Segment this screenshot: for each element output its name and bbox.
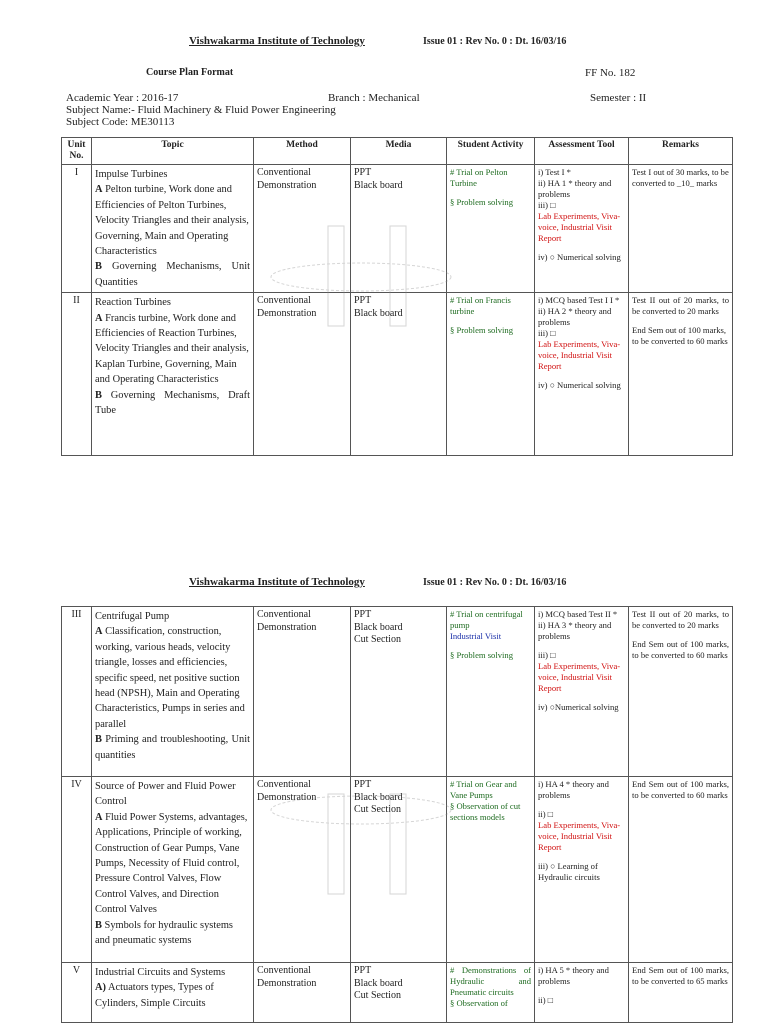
remark-line: End Sem out of 100 marks, to be converted to 60 marks xyxy=(632,639,729,660)
assessment-line: ii) □ xyxy=(538,809,553,819)
assessment-line: iii) □ xyxy=(538,650,556,660)
unit-assessment xyxy=(535,165,629,293)
method-line: Conventional xyxy=(257,779,311,790)
table-row-unit-1 xyxy=(62,165,733,293)
method-line: Conventional xyxy=(257,609,311,620)
topic-part-b: B Symbols for hydraulic systems and pneumatic systems xyxy=(95,919,233,947)
course-plan-table-page1 xyxy=(61,137,733,456)
format-title: Course Plan Format xyxy=(146,67,234,78)
unit-remarks: End Sem out of 100 marks, to be converted to 65 marks xyxy=(629,963,733,1023)
method-line: Conventional xyxy=(257,167,311,178)
topic-title: Source of Power and Fluid Power Control xyxy=(95,781,236,808)
media-line: Black board xyxy=(354,179,403,191)
assessment-line: i) MCQ based Test I I * xyxy=(538,295,620,306)
unit-media xyxy=(351,165,447,293)
topic-part-a: A Francis turbine, Work done and Efficiencies of Reaction Turbines, Velocity Triangles and their analysis, Kaplan Turbine, Governing, Main and Operating Characteristics xyxy=(95,312,249,386)
unit-method xyxy=(254,777,351,963)
assessment-line: iv) ○Numerical solving xyxy=(538,702,619,712)
assessment-line: ii) □ xyxy=(538,995,553,1005)
method-line: Conventional xyxy=(257,295,311,307)
unit-method xyxy=(254,165,351,293)
ff-number: FF No. 182 xyxy=(585,67,636,79)
unit-method xyxy=(254,293,351,456)
issue-info: Issue 01 : Rev No. 0 : Dt. 16/03/16 xyxy=(423,36,567,47)
media-line: Black board xyxy=(354,791,403,803)
assessment-line: i) HA 4 * theory and problems xyxy=(538,779,609,800)
unit-assessment xyxy=(535,963,629,1023)
subject-name: Subject Name:- Fluid Machinery & Fluid Power Engineering xyxy=(66,104,336,116)
assessment-line: Lab Experiments, Viva-voice, Industrial Visit Report xyxy=(538,661,621,693)
activity-line: § Problem solving xyxy=(450,197,514,207)
assessment-line: i) MCQ based Test II * xyxy=(538,609,618,619)
table-row-unit-4 xyxy=(62,777,733,963)
unit-remarks xyxy=(629,607,733,777)
remark-line: End Sem out of 100 marks, to be converted to 60 marks xyxy=(632,325,728,347)
institute-title-page2: Vishwakarma Institute of Technology xyxy=(189,576,365,588)
unit-topic xyxy=(92,607,254,777)
academic-year: Academic Year : 2016-17 xyxy=(66,92,179,104)
assessment-line: i) Test I * xyxy=(538,167,571,177)
assessment-line: iii) □ xyxy=(538,200,556,210)
assessment-line: ii) HA 2 * theory and problems xyxy=(538,306,612,328)
semester: Semester : II xyxy=(590,92,647,104)
method-line: Demonstration xyxy=(257,621,317,633)
unit-number: III xyxy=(62,607,92,777)
activity-line: Industrial Visit xyxy=(450,631,502,641)
activity-line: § Observation of xyxy=(450,998,508,1008)
method-line: Demonstration xyxy=(257,791,317,803)
activity-line: § Problem solving xyxy=(450,650,514,660)
unit-activity xyxy=(447,165,535,293)
media-line: PPT xyxy=(354,965,372,976)
table-row-unit-5 xyxy=(62,963,733,1023)
activity-line: # Trial on Pelton Turbine xyxy=(450,167,508,188)
topic-title: Reaction Turbines xyxy=(95,297,171,309)
unit-topic xyxy=(92,963,254,1023)
issue-info-page2: Issue 01 : Rev No. 0 : Dt. 16/03/16 xyxy=(423,577,567,588)
table-row-unit-2 xyxy=(62,293,733,456)
remark-line: Test II out of 20 marks, to be converted to 20 marks xyxy=(632,609,729,630)
assessment-line: Lab Experiments, Viva-voice, Industrial Visit Report xyxy=(538,211,621,243)
method-line: Demonstration xyxy=(257,179,317,191)
unit-number: IV xyxy=(62,777,92,963)
col-topic: Topic xyxy=(92,138,254,165)
activity-line: # Demonstrations of Hydraulic and Pneumatic circuits xyxy=(450,965,531,997)
media-line: PPT xyxy=(354,779,372,790)
media-line: Cut Section xyxy=(354,634,401,645)
topic-part-a: A) Actuators types, Types of Cylinders, Simple Circuits xyxy=(95,982,214,1009)
institute-title: Vishwakarma Institute of Technology xyxy=(189,35,365,47)
activity-line: # Trial on Gear and Vane Pumps xyxy=(450,779,517,800)
assessment-line: iii) □ xyxy=(538,328,556,339)
media-line: Cut Section xyxy=(354,804,401,815)
col-media: Media xyxy=(351,138,447,165)
subject-code: Subject Code: ME30113 xyxy=(66,116,175,128)
unit-topic xyxy=(92,293,254,456)
topic-title: Industrial Circuits and Systems xyxy=(95,967,226,978)
col-unit-no: Unit No. xyxy=(62,138,92,165)
method-line: Conventional xyxy=(257,965,311,976)
activity-line: § Observation of cut sections models xyxy=(450,801,521,822)
assessment-line: ii) HA 3 * theory and problems xyxy=(538,620,612,641)
unit-number: V xyxy=(62,963,92,1023)
media-line: PPT xyxy=(354,295,372,307)
unit-media xyxy=(351,607,447,777)
unit-activity xyxy=(447,777,535,963)
topic-part-a: A Fluid Power Systems, advantages, Applications, Principle of working, Construction of Gear Pumps, Vane Pumps, Necessity of Fluid control, Pressure Control Valves, Flow Control Valves, and Direction Control Valves xyxy=(95,811,248,916)
media-line: PPT xyxy=(354,609,372,620)
assessment-line: Lab Experiments, Viva-voice, Industrial Visit Report xyxy=(538,339,621,372)
remark-line: Test II out of 20 marks, to be converted to 20 marks xyxy=(632,295,729,317)
media-line: Black board xyxy=(354,621,403,633)
unit-activity xyxy=(447,607,535,777)
col-method: Method xyxy=(254,138,351,165)
topic-part-a: A Pelton turbine, Work done and Efficiencies of Pelton Turbines, Velocity Triangles and their analysis, Governing, Main and Operating Characteristics xyxy=(95,184,249,258)
media-line: Cut Section xyxy=(354,990,401,1001)
unit-method xyxy=(254,963,351,1023)
activity-line: # Trial on Francis turbine xyxy=(450,295,511,317)
topic-part-b: B Governing Mechanisms, Unit Quantities xyxy=(95,261,250,288)
branch: Branch : Mechanical xyxy=(328,92,420,104)
unit-activity xyxy=(447,293,535,456)
topic-part-b: B Governing Mechanisms, Draft Tube xyxy=(95,389,250,417)
media-line: Black board xyxy=(354,977,403,989)
unit-topic xyxy=(92,165,254,293)
col-student-activity: Student Activity xyxy=(447,138,535,165)
topic-title: Impulse Turbines xyxy=(95,169,168,180)
course-plan-table-page2 xyxy=(61,606,733,1023)
unit-activity xyxy=(447,963,535,1023)
media-line: Black board xyxy=(354,307,403,319)
unit-method xyxy=(254,607,351,777)
unit-remarks xyxy=(629,293,733,456)
assessment-line: ii) HA 1 * theory and problems xyxy=(538,178,612,199)
unit-remarks: End Sem out of 100 marks, to be converted to 60 marks xyxy=(629,777,733,963)
media-line: PPT xyxy=(354,167,372,178)
unit-media xyxy=(351,963,447,1023)
table-row-unit-3 xyxy=(62,607,733,777)
method-line: Demonstration xyxy=(257,307,317,319)
unit-assessment xyxy=(535,293,629,456)
topic-part-a: A Classification, construction, working, various heads, velocity triangle, losses and efficiencies, specific speed, net positive suction head (NPSH), Main and Operating Characteristics, Pumps in series and parallel xyxy=(95,626,245,730)
activity-line: § Problem solving xyxy=(450,325,514,336)
method-line: Demonstration xyxy=(257,977,317,989)
unit-number: II xyxy=(62,293,92,456)
assessment-line: iv) ○ Numerical solving xyxy=(538,380,621,391)
assessment-line: Lab Experiments, Viva-voice, Industrial Visit Report xyxy=(538,820,621,852)
unit-media xyxy=(351,293,447,456)
unit-assessment xyxy=(535,777,629,963)
unit-topic xyxy=(92,777,254,963)
topic-title: Centrifugal Pump xyxy=(95,611,170,622)
unit-media xyxy=(351,777,447,963)
col-assessment-tool: Assessment Tool xyxy=(535,138,629,165)
col-remarks: Remarks xyxy=(629,138,733,165)
activity-line: # Trial on centrifugal pump xyxy=(450,609,523,630)
topic-part-b: B Priming and troubleshooting, Unit quantities xyxy=(95,734,250,761)
unit-number: I xyxy=(62,165,92,293)
assessment-line: iii) ○ Learning of Hydraulic circuits xyxy=(538,861,600,882)
assessment-line: iv) ○ Numerical solving xyxy=(538,252,621,262)
unit-remarks: Test I out of 30 marks, to be converted to _10_ marks xyxy=(629,165,733,293)
unit-assessment xyxy=(535,607,629,777)
table-header-row xyxy=(62,138,733,165)
assessment-line: i) HA 5 * theory and problems xyxy=(538,965,609,986)
